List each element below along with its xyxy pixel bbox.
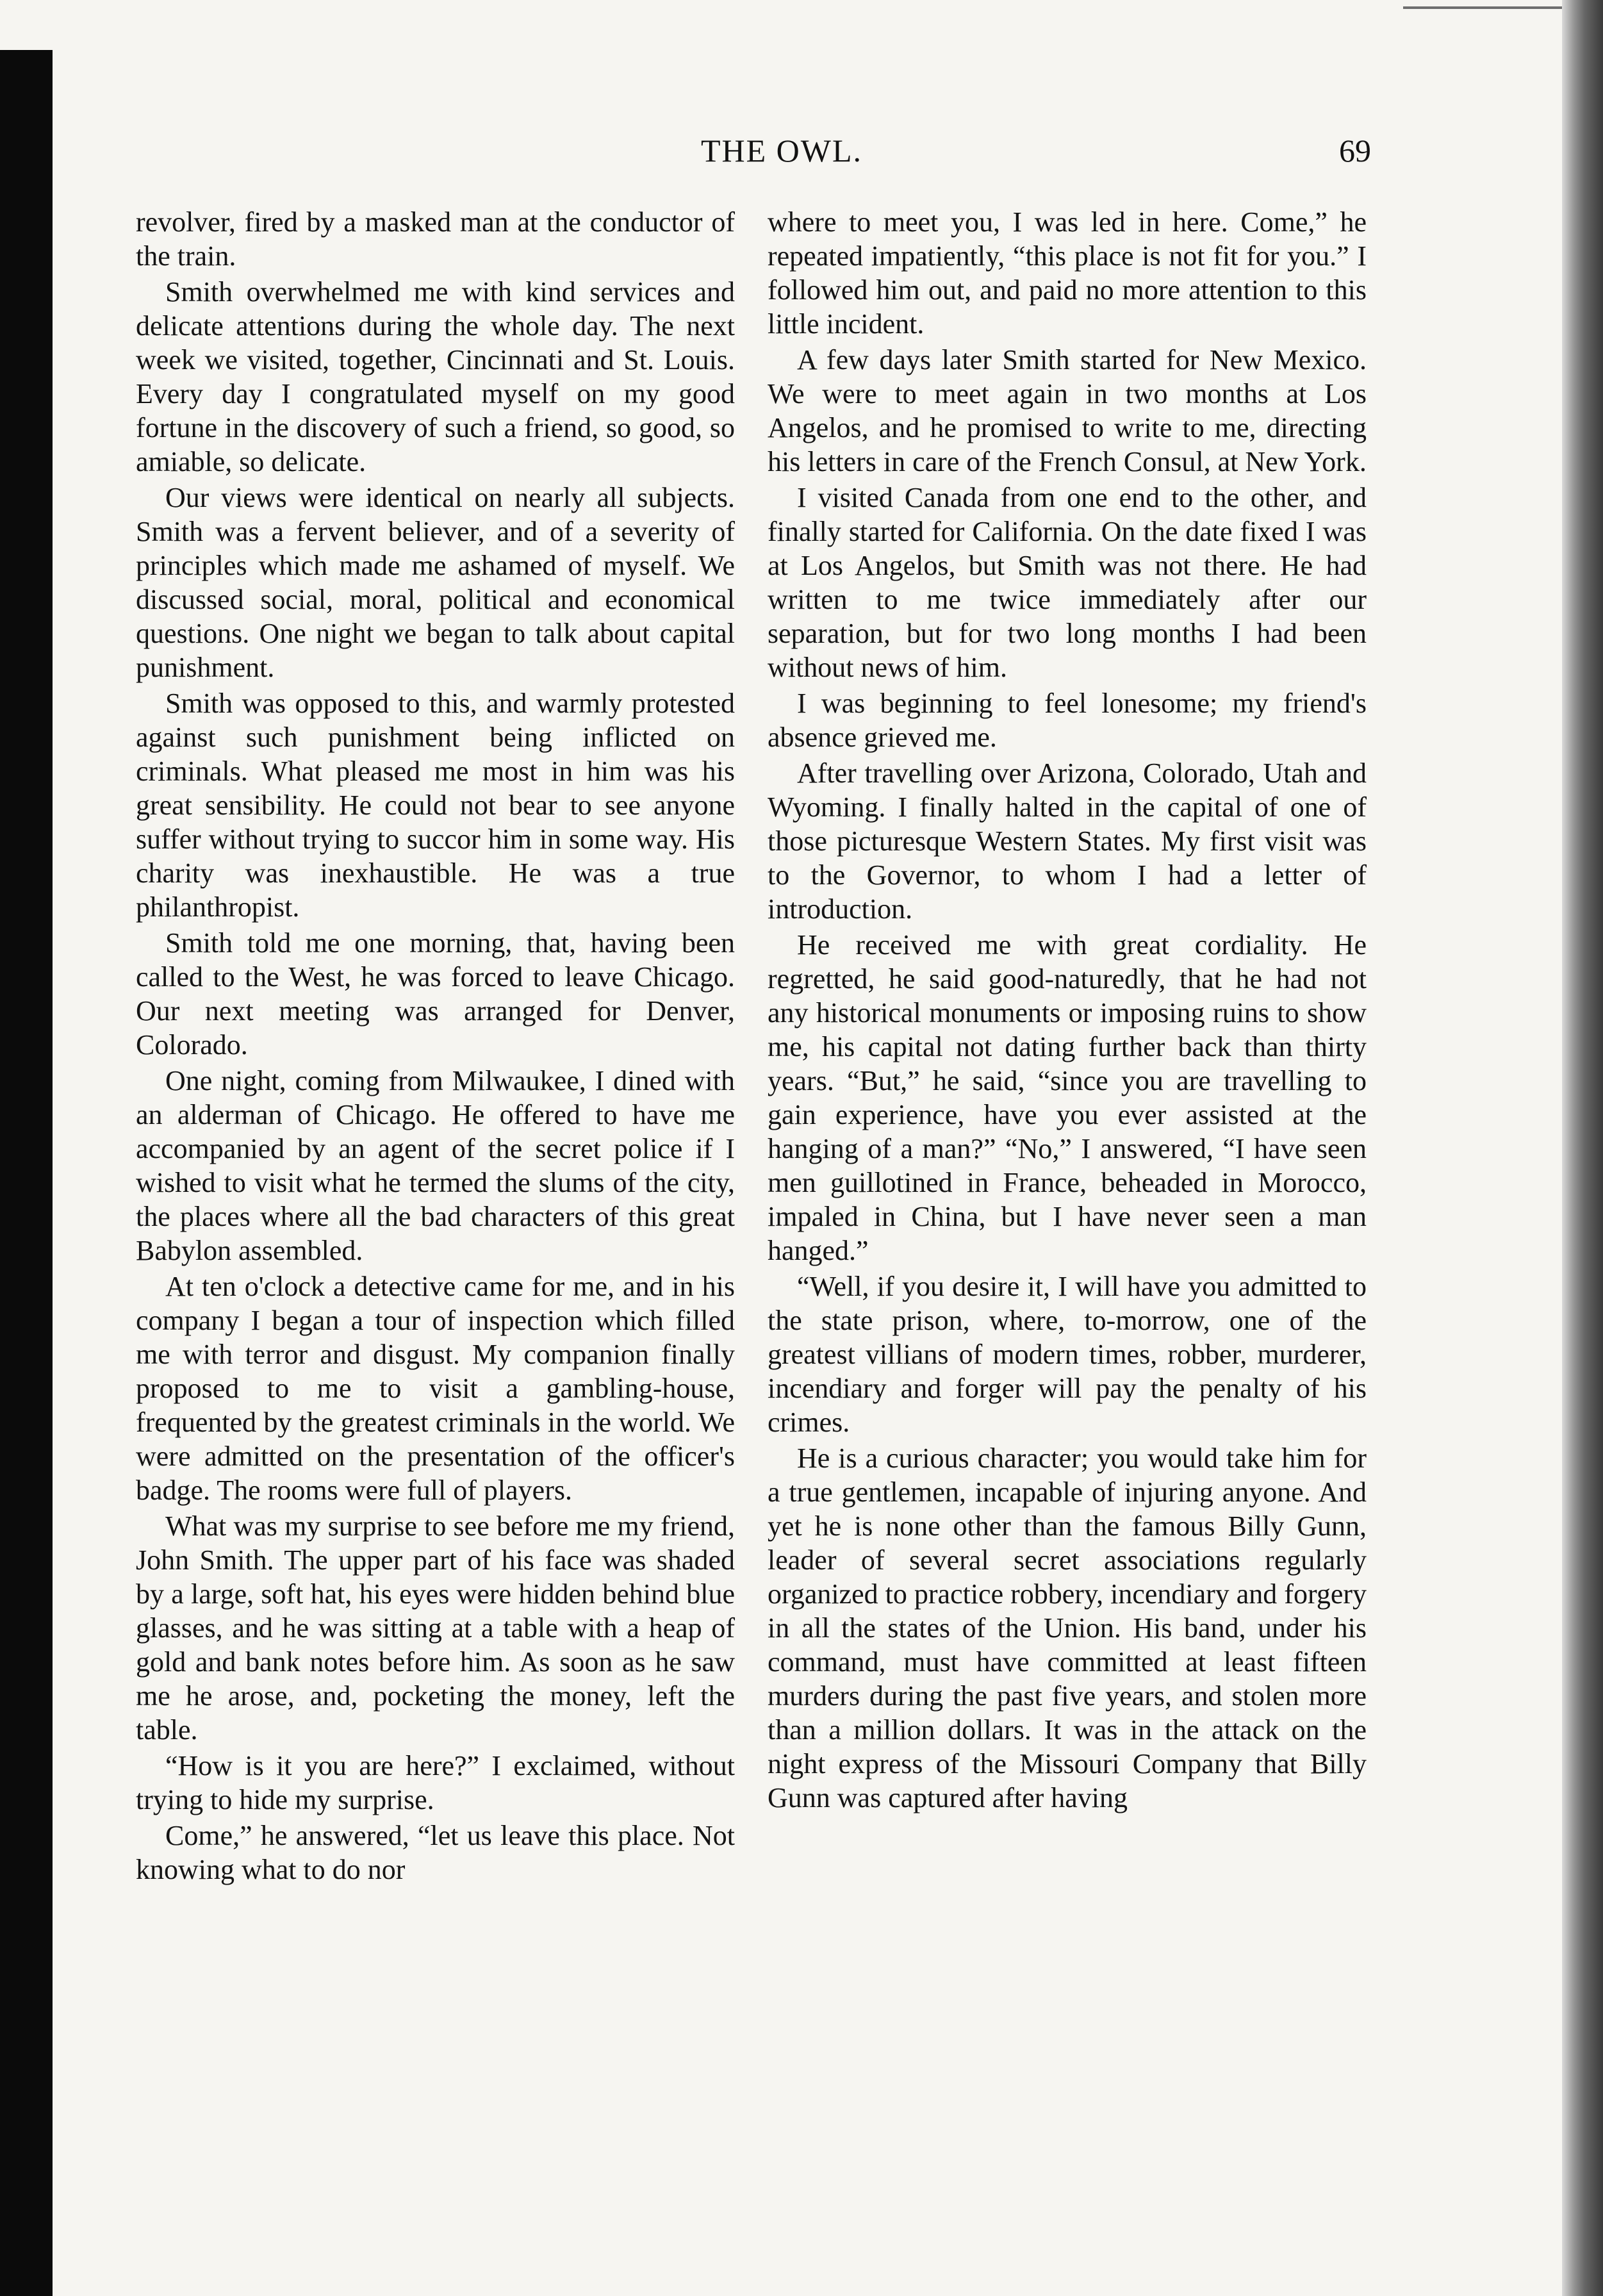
right-paragraph-4: I was beginning to feel lonesome; my friend's absence grieved me. xyxy=(768,688,1367,753)
left-paragraph-6: One night, coming from Milwaukee, I dined with an alderman of Chicago. He offered to have me accompanied by an agent of the secret police if I wished to visit what he termed the slums of the city, the places where all the bad characters of this great Babylon assembled. xyxy=(136,1065,735,1266)
left-paragraph-2: Smith overwhelmed me with kind services and delicate attentions during the whole day. The next week we visited, together, Cincinnati and St. Louis. Every day I congratulated myself on my good fortune in the discovery of such a friend, so good, so amiable, so delicate. xyxy=(136,276,735,477)
right-text-column xyxy=(768,205,1367,1817)
right-paragraph-1: where to meet you, I was led in here. Come,” he repeated impatiently, “this place is not fit for you.” I followed him out, and paid no more attention to this little incident. xyxy=(768,206,1367,340)
left-paragraph-8: What was my surprise to see before me my friend, John Smith. The upper part of his face was shaded by a large, soft hat, his eyes were hidden behind blue glasses, and he was sitting at a table with a heap of gold and bank notes before him. As soon as he saw me he arose, and, pocketing the money, left the table. xyxy=(136,1510,735,1746)
left-paragraph-9: “How is it you are here?” I exclaimed, without trying to hide my surprise. xyxy=(136,1750,735,1815)
right-paragraph-8: He is a curious character; you would take him for a true gentlemen, incapable of injuring anyone. And yet he is none other than the famous Billy Gunn, leader of several secret associations regularly organized to practice robbery, incendiary and forgery in all the states of the Union. His band, under his command, must have committed at least fifteen murders during the past five years, and stolen more than a million dollars. It was in the attack on the night express of the Missouri Company that Billy Gunn was captured after having xyxy=(768,1442,1367,1813)
scan-top-line xyxy=(1403,6,1562,9)
right-paragraph-6: He received me with great cordiality. He regretted, he said good-naturedly, that he had not any historical monuments or imposing ruins to show me, his capital not dating further back than thirty years. “But,” he said, “since you are travelling to gain experience, have you ever assisted at the hanging of a man?” “No,” I answered, “I have seen men guillotined in France, beheaded in Morocco, impaled in China, but I have never seen a man hanged.” xyxy=(768,929,1367,1266)
left-paragraph-5: Smith told me one morning, that, having been called to the West, he was forced to leave Chicago. Our next meeting was arranged for Denver, Colorado. xyxy=(136,927,735,1061)
scan-right-edge xyxy=(1562,0,1603,2296)
right-paragraph-2: A few days later Smith started for New Mexico. We were to meet again in two months at Los Angelos, and he promised to write to me, directing his letters in care of the French Consul, at New York. xyxy=(768,344,1367,477)
scan-left-edge xyxy=(0,50,53,2296)
left-paragraph-3: Our views were identical on nearly all subjects. Smith was a fervent believer, and of a severity of principles which made me ashamed of myself. We discussed social, moral, political and economical questions. One night we began to talk about capital punishment. xyxy=(136,482,735,683)
right-paragraph-3: I visited Canada from one end to the other, and finally started for California. On the date fixed I was at Los Angelos, but Smith was not there. He had written to me twice immediately after our separation, but for two long months I had been without news of him. xyxy=(768,482,1367,683)
page-number: 69 xyxy=(1339,133,1371,169)
right-paragraph-7: “Well, if you desire it, I will have you admitted to the state prison, where, to-morrow, one of the greatest villians of modern times, robber, murderer, incendiary and forger will pay the penalty of his crimes. xyxy=(768,1271,1367,1438)
left-paragraph-4: Smith was opposed to this, and warmly protested against such punishment being inflicted on criminals. What pleased me most in him was his great sensibility. He could not bear to see anyone suffer without trying to succor him in some way. His charity was inexhaustible. He was a true philanthropist. xyxy=(136,688,735,923)
left-paragraph-7: At ten o'clock a detective came for me, and in his company I began a tour of inspection which filled me with terror and disgust. My companion finally proposed to me to visit a gambling-house, frequented by the greatest criminals in the world. We were admitted on the presentation of the officer's badge. The rooms were full of players. xyxy=(136,1271,735,1506)
page-header xyxy=(141,128,1422,173)
left-paragraph-1: revolver, fired by a masked man at the conductor of the train. xyxy=(136,206,735,272)
right-paragraph-5: After travelling over Arizona, Colorado, Utah and Wyoming. I finally halted in the capital of one of those picturesque Western States. My first visit was to the Governor, to whom I had a letter of introduction. xyxy=(768,757,1367,925)
left-paragraph-10: Come,” he answered, “let us leave this place. Not knowing what to do nor xyxy=(136,1820,735,1885)
left-text-column xyxy=(136,205,735,1888)
journal-title: THE OWL. xyxy=(700,133,863,169)
